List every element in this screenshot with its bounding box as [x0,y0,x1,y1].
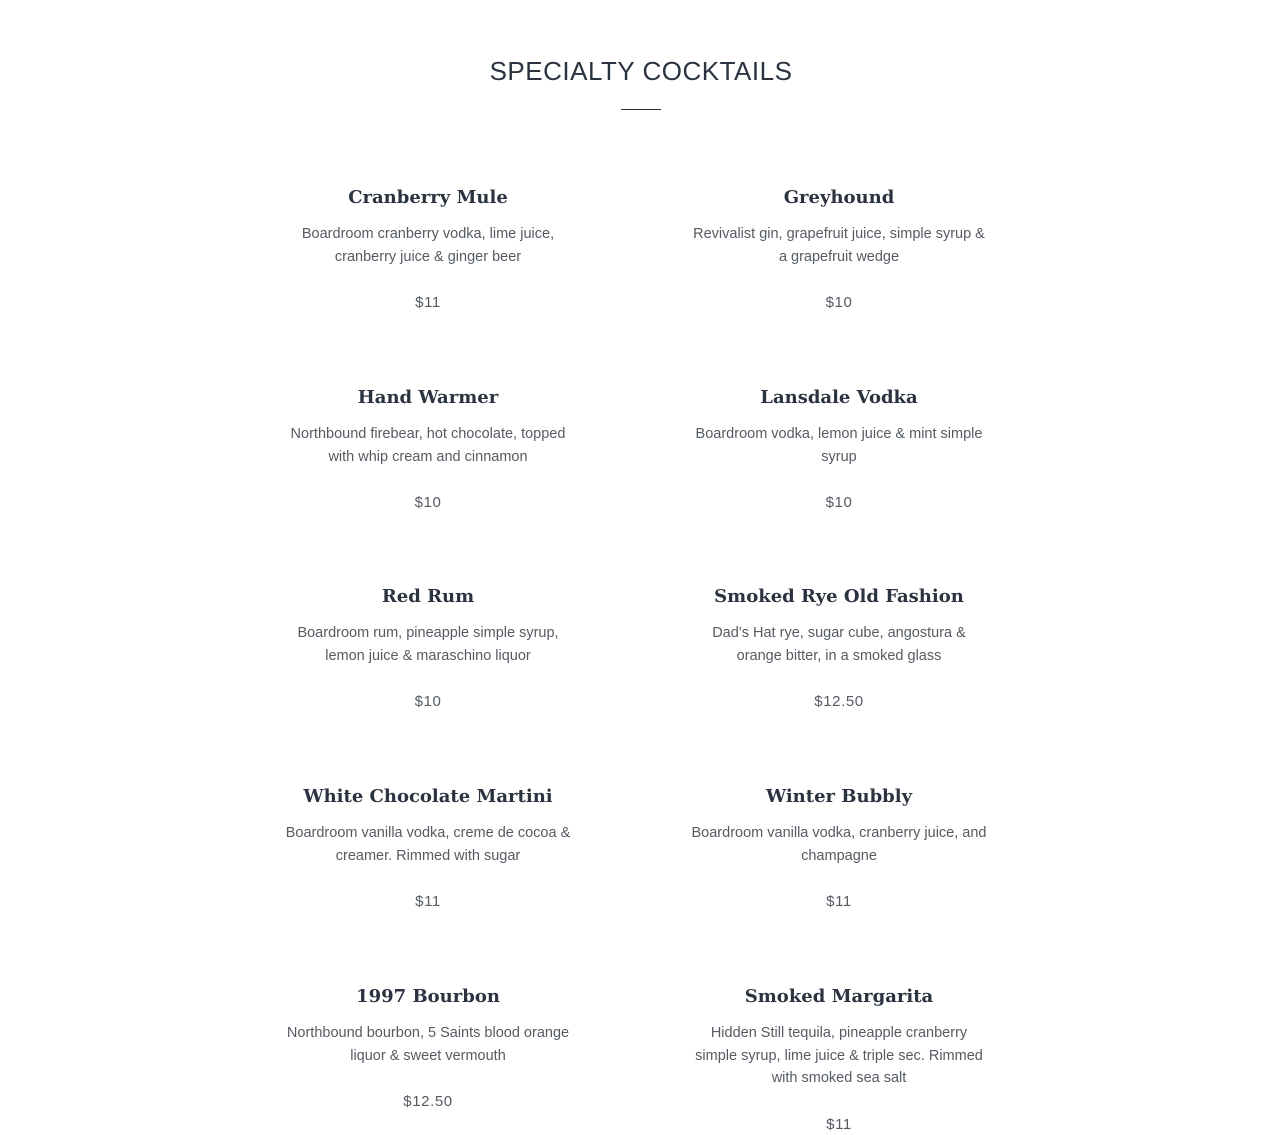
menu-item-red-rum [278,585,578,712]
menu-item-smoked-rye-old-fashion [689,585,989,712]
item-name: White Chocolate Martini [303,786,553,807]
page-title: SPECIALTY COCKTAILS [489,56,793,86]
item-price: $11 [415,294,441,311]
item-description: Hidden Still tequila, pineapple cranberry simple syrup, lime juice & triple sec. Rimmed with smoked sea salt [695,1025,983,1086]
item-price: $11 [826,1115,852,1133]
item-price: $10 [414,494,442,511]
item-description: Revivalist gin, grapefruit juice, simple syrup & a grapefruit wedge [693,226,985,265]
menu-item-smoked-margarita [689,985,989,1135]
item-description: Northbound bourbon, 5 Saints blood orange liquor & sweet vermouth [286,1025,570,1064]
item-price: $11 [415,893,441,910]
item-description: Boardroom rum, pineapple simple syrup, lemon juice & maraschino liquor [297,625,559,664]
item-description: Boardroom vodka, lemon juice & mint simple syrup [695,426,983,465]
menu-item-greyhound [689,186,989,313]
item-description: Boardroom vanilla vodka, creme de cocoa & creamer. Rimmed with sugar [285,825,571,864]
item-description: Dad’s Hat rye, sugar cube, angostura & orange bitter, in a smoked glass [712,625,966,664]
item-description: Northbound firebear, hot chocolate, topped with whip cream and cinnamon [290,426,566,465]
item-price: $10 [825,494,853,511]
item-name: Red Rum [381,586,475,607]
menu-item-white-chocolate-martini [278,785,578,912]
item-name: Cranberry Mule [348,187,508,208]
item-price: $12.50 [814,693,864,710]
item-name: Winter Bubbly [765,786,913,807]
item-name: Smoked Rye Old Fashion [714,586,964,607]
menu-item-hand-warmer [278,386,578,513]
item-description: Boardroom vanilla vodka, cranberry juice, and champagne [691,825,987,864]
item-name: Hand Warmer [357,387,499,408]
item-name: Smoked Margarita [744,986,934,1007]
item-price: $10 [414,693,442,710]
menu-item-1997-bourbon [278,985,578,1112]
item-name: Lansdale Vodka [760,387,918,408]
item-price: $12.50 [403,1093,453,1110]
item-price: $10 [825,294,853,311]
item-price: $11 [826,893,852,910]
item-name: 1997 Bourbon [356,986,500,1007]
menu-item-winter-bubbly [689,785,989,912]
item-description: Boardroom cranberry vodka, lime juice, cranberry juice & ginger beer [301,226,555,265]
menu-item-cranberry-mule [278,186,578,313]
menu-item-lansdale-vodka [689,386,989,513]
item-name: Greyhound [783,187,895,208]
